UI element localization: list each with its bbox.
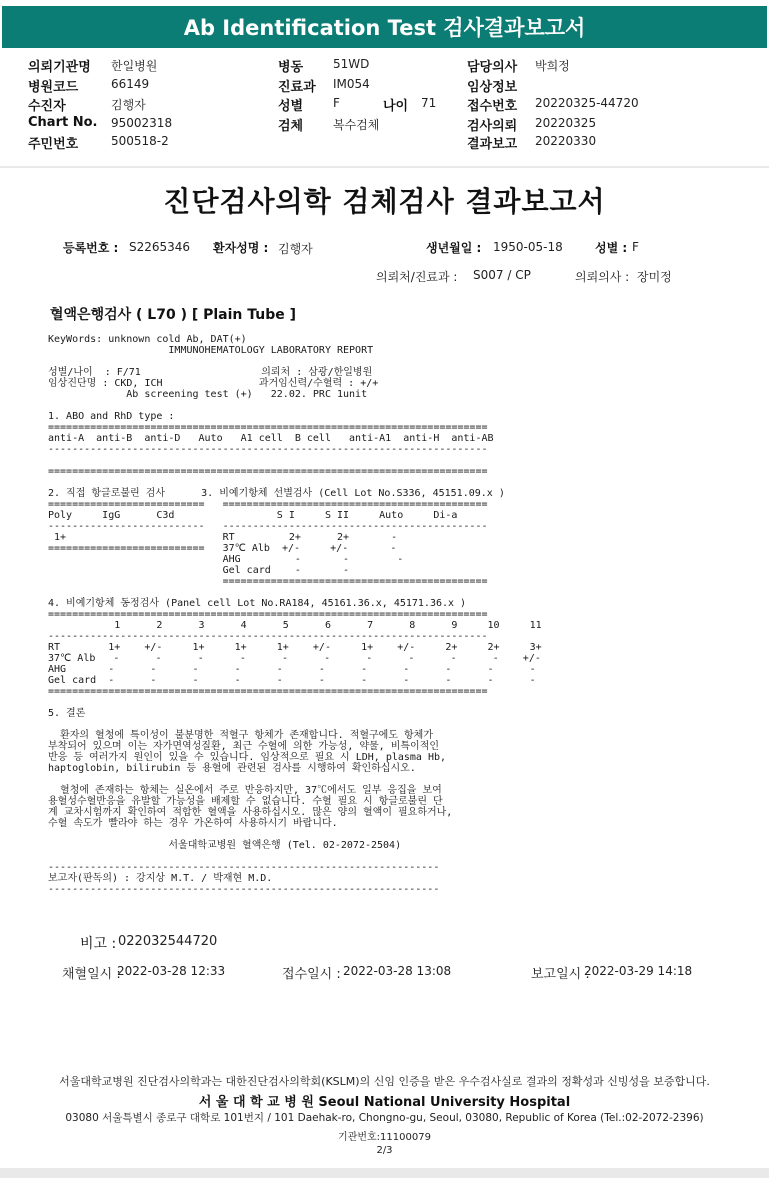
- report-line: =========================================================================: [48, 422, 488, 433]
- report-date-label: 결과보고: [467, 137, 518, 152]
- page-number: 2/3: [376, 1145, 393, 1156]
- report-line: 서울대학교병원 혈액은행 (Tel. 02-2072-2504): [48, 840, 402, 851]
- patient-value: 김행자: [111, 98, 146, 112]
- report-line: IMMUNOHEMATOLOGY LABORATORY REPORT: [48, 345, 374, 356]
- report-line: [48, 587, 764, 598]
- report-line: Poly IgG C3d S I S II Auto Di-a: [48, 510, 458, 521]
- report-line: 1 2 3 4 5 6 7 8 9 10 11: [48, 620, 542, 631]
- specimen-label: 검체: [278, 119, 304, 134]
- organization-number: 기관번호:11100079: [338, 1132, 431, 1143]
- report-line: =========================================================================: [48, 609, 488, 620]
- report-line: =========================================================================: [48, 466, 488, 477]
- report-line: [48, 774, 764, 785]
- report-line: 보고자(판독의) : 강지상 M.T. / 박재현 M.D.: [48, 873, 273, 884]
- report-line: -----------------------------------------------------------------: [48, 884, 440, 895]
- doctor-value: 장미정: [637, 270, 672, 284]
- report-line: KeyWords: unknown cold Ab, DAT(+): [48, 334, 247, 345]
- report-line: 5. 결론: [48, 708, 86, 719]
- immunohematology-report: [48, 334, 764, 895]
- department-value: IM054: [333, 77, 370, 91]
- hospital-address: 03080 서울특별시 종로구 대학로 101번지 / 101 Daehak-ro, Chongno-gu, Seoul, 03080, Republic of Korea (Tel.:02-2072-2396): [65, 1112, 704, 1124]
- reported-label: 보고일시 :: [531, 967, 590, 982]
- report-line: 반응 등 여러가지 원인이 있을 수 있습니다. 임상적으로 필요 시 LDH, plasma Hb,: [48, 752, 447, 763]
- received-value: 2022-03-28 13:08: [343, 964, 452, 978]
- patient-name-label: 환자성명 :: [213, 241, 269, 255]
- report-line: =========================================================================: [48, 686, 488, 697]
- receipt-no-value: 20220325-44720: [535, 96, 639, 110]
- report-line: [48, 851, 764, 862]
- report-line: 임상진단명 : CKD, ICH 과거임신력/수혈력 : +/+: [48, 378, 379, 389]
- dept-label: 의뢰처/진료과 :: [376, 270, 458, 284]
- patient-label: 수진자: [28, 99, 66, 114]
- note-label: 비고 :: [80, 936, 117, 952]
- report-line: 용혈성수혈반응을 유발할 가능성을 배제할 수 없습니다. 수혈 필요 시 항글로불린 단: [48, 796, 443, 807]
- received-label: 접수일시 :: [282, 967, 341, 982]
- report-line: [48, 477, 764, 488]
- report-title: Ab Identification Test 검사결과보고서: [2, 6, 767, 48]
- physician-value: 박희정: [535, 59, 570, 73]
- ward-value: 51WD: [333, 57, 370, 71]
- lab-report-sheet: [0, 168, 769, 1168]
- hospital-name: 서 울 대 학 교 병 원 Seoul National University Hospital: [198, 1095, 571, 1110]
- department-label: 진료과: [278, 80, 316, 95]
- report-sex-label: 성별 :: [595, 241, 628, 255]
- report-line: RT 1+ +/- 1+ 1+ 1+ +/- 1+ +/- 2+ 2+ 3+: [48, 642, 542, 653]
- dept-value: S007 / CP: [473, 268, 531, 282]
- reg-no-label: 등록번호 :: [63, 241, 119, 255]
- collected-label: 채혈일시 :: [62, 967, 121, 982]
- report-line: 4. 비예기항체 동정검사 (Panel cell Lot No.RA184, 45161.36.x, 45171.36.x ): [48, 598, 467, 609]
- report-line: ============================================: [48, 576, 488, 587]
- report-line: 계 교차시험까지 확인하여 적합한 혈액을 사용하십시오. 많은 양의 혈액이 필요하거나,: [48, 807, 453, 818]
- reported-value: 2022-03-29 14:18: [584, 964, 693, 978]
- report-line: Ab screening test (+) 22.02. PRC 1unit: [48, 389, 368, 400]
- request-date-value: 20220325: [535, 116, 597, 130]
- certification-note: 서울대학교병원 진단검사의학과는 대한진단검사의학회(KSLM)의 신임 인증을 받은 우수검사실로 결과의 정확성과 신빙성을 보증합니다.: [59, 1075, 710, 1088]
- report-line: -----------------------------------------------------------------: [48, 862, 440, 873]
- report-line: Gel card - -: [48, 565, 350, 576]
- dob-label: 생년월일 :: [426, 241, 482, 255]
- physician-label: 담당의사: [467, 60, 518, 75]
- report-line: AHG - - - - - - - - - - -: [48, 664, 536, 675]
- resident-no-label: 주민번호: [28, 137, 79, 152]
- doctor-label: 의뢰의사 :: [575, 270, 630, 284]
- sex-value: F: [333, 96, 340, 110]
- report-line: ========================== ============================================: [48, 499, 488, 510]
- report-line: -------------------------- --------------------------------------------: [48, 521, 488, 532]
- request-date-label: 검사의뢰: [467, 119, 518, 134]
- clinical-info-label: 임상정보: [467, 80, 518, 95]
- report-line: [48, 697, 764, 708]
- chart-no-label: Chart No.: [28, 115, 98, 130]
- report-line: [48, 829, 764, 840]
- institution-value: 한일병원: [111, 59, 158, 73]
- report-line: haptoglobin, bilirubin 등 용혈에 관련된 검사를 시행하여 확인하십시오.: [48, 763, 416, 774]
- specimen-value: 복수검체: [333, 118, 380, 132]
- sex-label: 성별: [278, 99, 304, 114]
- report-line: 1. ABO and RhD type :: [48, 411, 175, 422]
- report-line: ========================== 37℃ Alb +/- +/- -: [48, 543, 397, 554]
- request-info-header: [0, 50, 769, 166]
- report-date-value: 20220330: [535, 134, 597, 148]
- report-line: 성별/나이 : F/71 의뢰처 : 삼광/한일병원: [48, 367, 373, 378]
- report-line: 부착되어 있으며 이는 자가면역성질환, 최근 수혈에 의한 가능성, 약물, 비특이적인: [48, 741, 440, 752]
- ward-label: 병동: [278, 60, 304, 75]
- receipt-no-label: 접수번호: [467, 99, 518, 114]
- report-line: anti-A anti-B anti-D Auto A1 cell B cell anti-A1 anti-H anti-AB: [48, 433, 494, 444]
- report-line: -------------------------------------------------------------------------: [48, 444, 488, 455]
- report-line: -------------------------------------------------------------------------: [48, 631, 488, 642]
- report-line: 1+ RT 2+ 2+ -: [48, 532, 398, 543]
- report-line: 2. 직접 항글로불린 검사 3. 비예기항체 선별검사 (Cell Lot No.S336, 45151.09.x ): [48, 488, 505, 499]
- resident-no-value: 500518-2: [111, 134, 169, 148]
- hospital-code-value: 66149: [111, 77, 150, 91]
- institution-label: 의뢰기관명: [28, 60, 91, 75]
- report-line: 37℃ Alb - - - - - - - - - - +/-: [48, 653, 541, 664]
- note-value: 022032544720: [118, 934, 218, 949]
- dob-value: 1950-05-18: [493, 240, 563, 254]
- report-sex-value: F: [632, 240, 639, 254]
- report-line: [48, 455, 764, 466]
- hospital-code-label: 병원코드: [28, 80, 79, 95]
- report-line: 혈청에 존재하는 항체는 실온에서 주로 반응하지만, 37℃에서도 일부 응집을 보여: [48, 785, 442, 796]
- sheet-title: 진단검사의학 검체검사 결과보고서: [163, 185, 606, 218]
- report-line: [48, 356, 764, 367]
- report-line: AHG - - -: [48, 554, 404, 565]
- report-line: 환자의 혈청에 특이성이 불분명한 적혈구 항체가 존재합니다. 적혈구에도 항체가: [48, 730, 434, 741]
- age-label: 나이: [383, 99, 409, 114]
- report-line: [48, 400, 764, 411]
- report-line: Gel card - - - - - - - - - - -: [48, 675, 536, 686]
- age-value: 71: [421, 96, 437, 110]
- patient-name-value: 김행자: [278, 242, 313, 256]
- report-line: [48, 719, 764, 730]
- reg-no-value: S2265346: [129, 240, 191, 254]
- report-line: 수혈 속도가 빨라야 하는 경우 가온하여 사용하시기 바랍니다.: [48, 818, 338, 829]
- collected-value: 2022-03-28 12:33: [117, 964, 226, 978]
- chart-no-value: 95002318: [111, 116, 173, 130]
- blood-bank-section-title: 혈액은행검사 ( L70 ) [ Plain Tube ]: [50, 307, 297, 323]
